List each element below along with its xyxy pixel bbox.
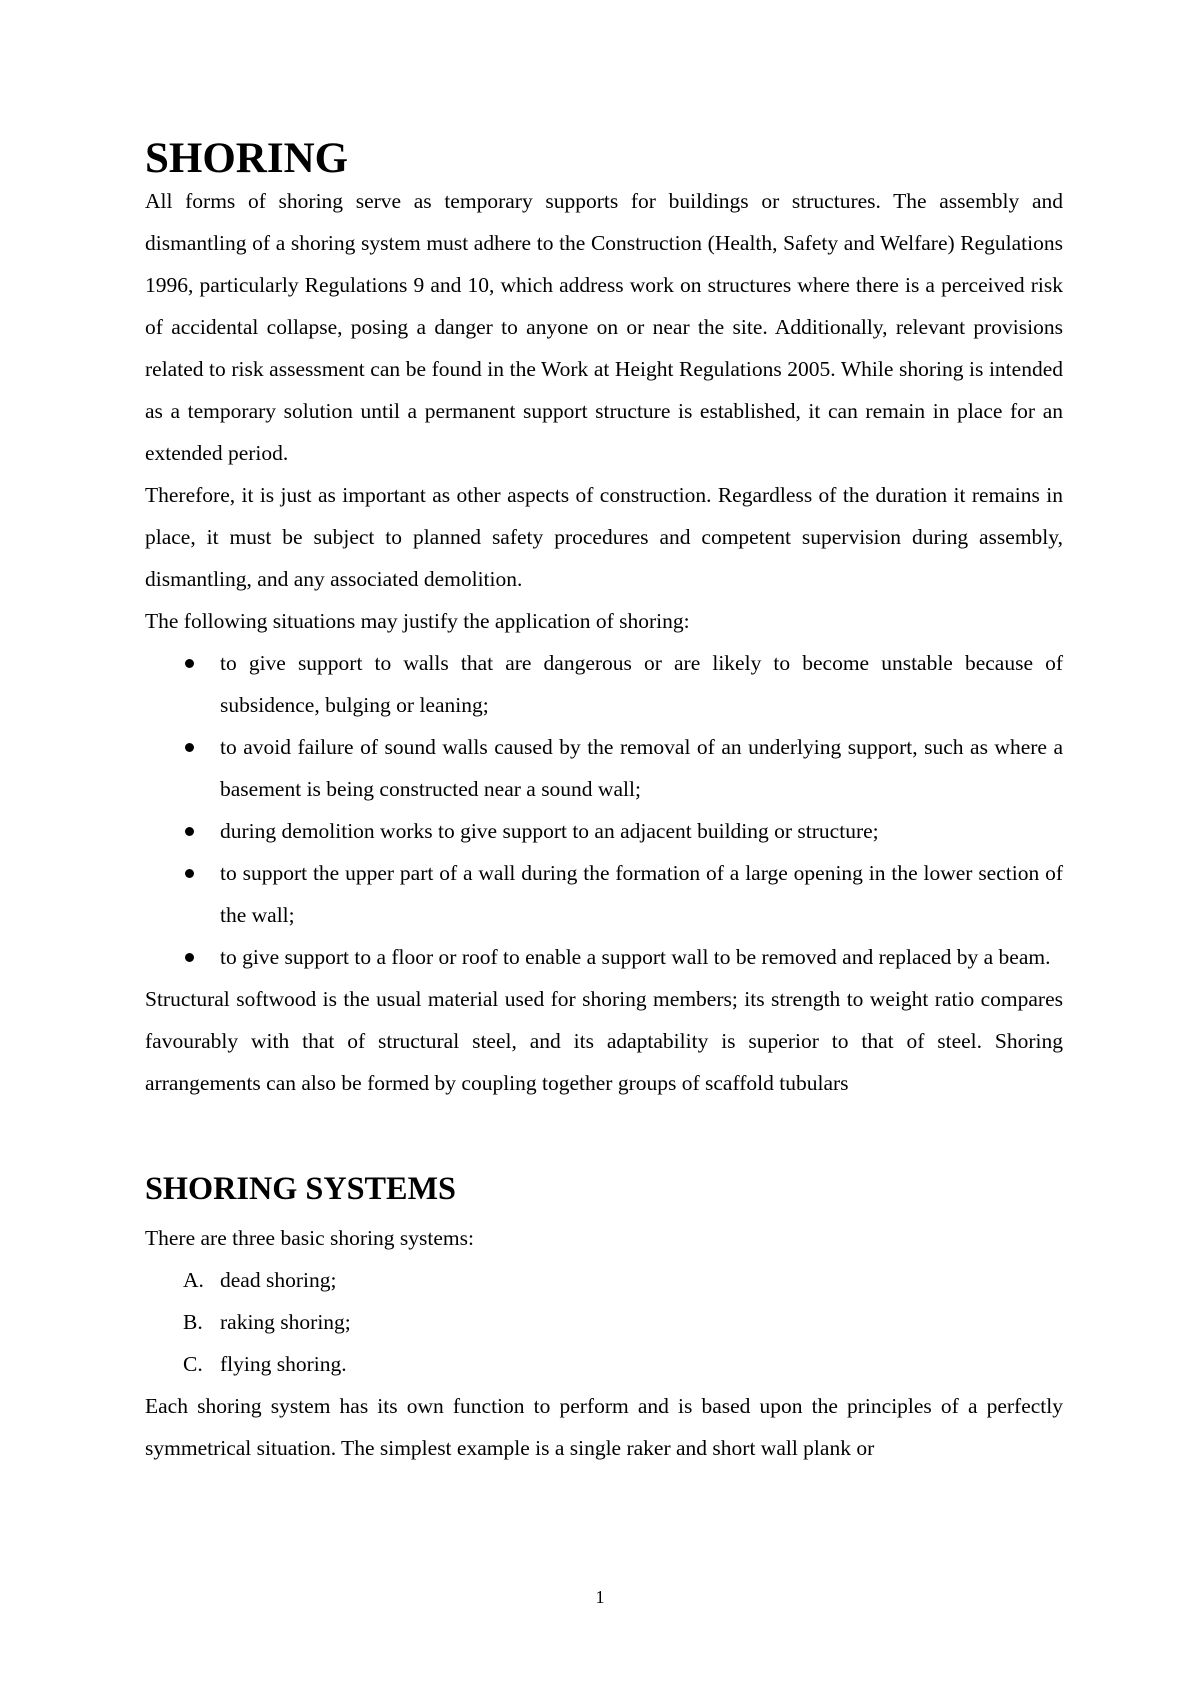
list-item (145, 936, 1063, 978)
list-intro: The following situations may justify the application of shoring: (145, 609, 690, 633)
list-marker: B. (183, 1310, 203, 1334)
list-item (145, 852, 1063, 936)
heading-spacer (145, 1209, 1063, 1217)
list-marker: A. (183, 1268, 204, 1292)
list-item-text: to give support to a floor or roof to enable a support wall to be removed and replaced by a beam. (220, 945, 1051, 969)
list-item (145, 1259, 1063, 1301)
bullet-icon (185, 953, 194, 962)
list-item-text: dead shoring; (220, 1268, 337, 1292)
list-item-text: to avoid failure of sound walls caused by the removal of an underlying support, such as where a basement is being constructed near a sound wall; (220, 735, 1063, 801)
list-marker: C. (183, 1352, 203, 1376)
paragraph-systems-principles: Each shoring system has its own function to perform and is based upon the principles of a perfectly symmetrical situation. The simplest example is a single raker and short wall plank or (145, 1394, 1063, 1460)
section-heading-shoring-systems: SHORING SYSTEMS (145, 1170, 456, 1206)
list-item-text: flying shoring. (220, 1352, 347, 1376)
page-number: 1 (595, 1587, 605, 1607)
paragraph-importance: Therefore, it is just as important as other aspects of construction. Regardless of the duration it remains in place, it must be subject to planned safety procedures and competent supervision during assembly, dismantling, and any associated demolition. (145, 483, 1063, 591)
document-page (145, 135, 1063, 1469)
list-item (145, 726, 1063, 810)
list-item-text: to support the upper part of a wall during the formation of a large opening in the lower section of the wall; (220, 861, 1063, 927)
list-item (145, 810, 1063, 852)
bullet-icon (185, 743, 194, 752)
situations-list (145, 642, 1063, 978)
list-item-text: during demolition works to give support to an adjacent building or structure; (220, 819, 879, 843)
bullet-icon (185, 827, 194, 836)
systems-intro: There are three basic shoring systems: (145, 1226, 474, 1250)
list-item (145, 642, 1063, 726)
bullet-icon (185, 869, 194, 878)
bullet-icon (185, 659, 194, 668)
paragraph-intro: All forms of shoring serve as temporary supports for buildings or structures. The assembly and dismantling of a shoring system must adhere to the Construction (Health, Safety and Welfare) Regulations 1996, particularly Regulations 9 and 10, which address work on structures where there is a perceived risk of accidental collapse, posing a danger to anyone on or near the site. Additionally, relevant provisions related to risk assessment can be found in the Work at Height Regulations 2005. While shoring is intended as a temporary solution until a permanent support structure is established, it can remain in place for an extended period. (145, 189, 1063, 465)
list-item (145, 1343, 1063, 1385)
section-spacer (145, 1104, 1063, 1167)
section-heading-shoring: SHORING (145, 135, 349, 182)
list-item (145, 1301, 1063, 1343)
paragraph-materials: Structural softwood is the usual material used for shoring members; its strength to weight ratio compares favourably with that of structural steel, and its adaptability is superior to that of steel. Shoring arrangements can also be formed by coupling together groups of scaffold tubulars (145, 987, 1063, 1095)
list-item-text: raking shoring; (220, 1310, 351, 1334)
list-item-text: to give support to walls that are dangerous or are likely to become unstable because of subsidence, bulging or leaning; (220, 651, 1063, 717)
systems-list (145, 1259, 1063, 1385)
